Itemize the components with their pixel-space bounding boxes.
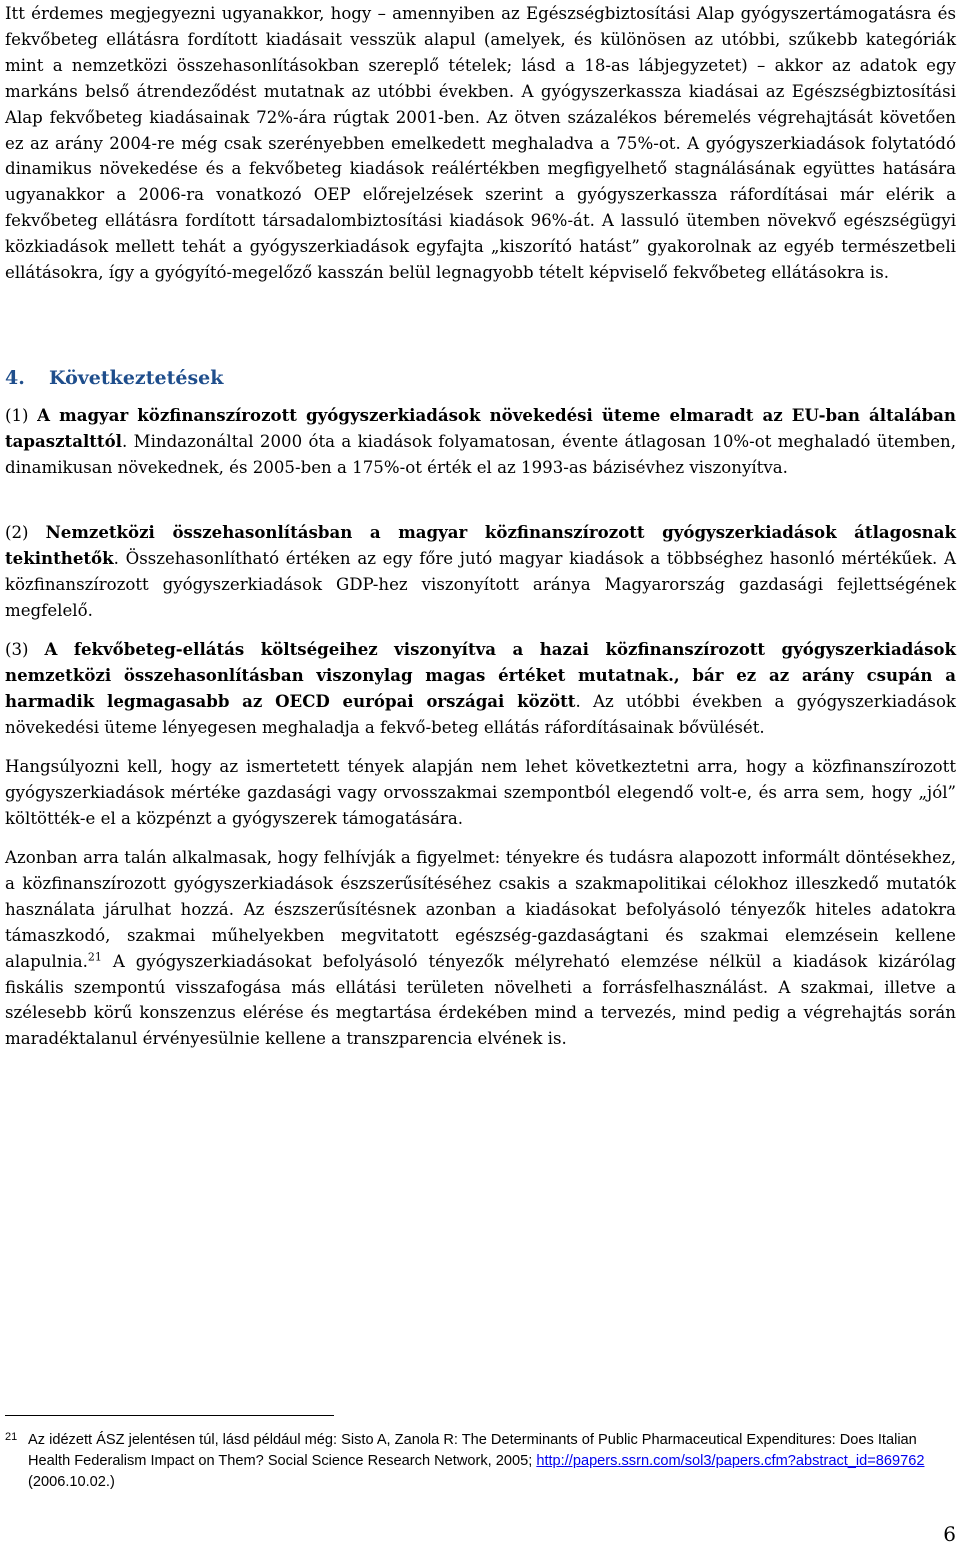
footnote-divider	[5, 1415, 334, 1416]
conclusion-2	[5, 520, 956, 624]
footnote-text: Az idézett ÁSZ jelentésen túl, lásd például még: Sisto A, Zanola R: The Determinants of Public Pharmaceutical Expenditures: Does Italian Health Federalism Impact on Them? Social Science Research Network, 2005;	[28, 1432, 917, 1469]
conclusion-bold: Nemzetközi összehasonlításban a magyar közfinanszírozott gyógyszerkiadások átlagosnak tekinthetők	[5, 522, 956, 568]
conclusion-1	[5, 403, 956, 481]
conclusion-number: (3)	[5, 640, 29, 659]
conclusion-number: (2)	[5, 523, 29, 542]
conclusion-text: . Az utóbbi években a gyógyszerkiadások növekedési üteme lényegesen meghaladja a fekvő-beteg ellátás ráfordításainak bővülését.	[5, 691, 956, 737]
emphasis-paragraph: Hangsúlyozni kell, hogy az ismertetett tények alapján nem lehet következtetni arra, hogy a közfinanszírozott gyógyszerkiadások mértéke gazdasági vagy orvosszakmai szempontból elegendő volt-e, és arra sem, hogy „jól” költötték-e el a közpénzt a gyógyszerek támogatására.	[5, 757, 956, 828]
conclusion-bold: A fekvőbeteg-ellátás költségeihez viszonyítva a hazai közfinanszírozott gyógyszerkiadások nemzetközi összehasonlításban viszonylag magas értéket mutatnak., bár ez az arány csupán a harmadik legmagasabb az OECD európai országai között	[5, 639, 956, 711]
section-title: Következtetések	[49, 367, 224, 389]
footnote-reference[interactable]: 21	[87, 950, 102, 964]
conclusion-3	[5, 637, 956, 741]
conclusion-bold: A magyar közfinanszírozott gyógyszerkiadások növekedési üteme elmaradt az EU-ban általában tapasztalttól	[5, 405, 956, 451]
closing-paragraph	[5, 845, 956, 1052]
footnote-link[interactable]: http://papers.ssrn.com/sol3/papers.cfm?abstract_id=869762	[536, 1453, 925, 1469]
intro-paragraph: Itt érdemes megjegyezni ugyanakkor, hogy – amennyiben az Egészségbiztosítási Alap gyógyszertámogatásra és fekvőbeteg ellátásra fordított kiadásait vesszük alapul (amelyek, és különösen az utóbbi, szűkebb kategóriák mint a nemzetközi összehasonlításokban szereplő tételek; lásd a 18-as lábjegyzetet) – akkor az adatok egy markáns belső átrendeződést mutatnak az utóbbi években. A gyógyszerkassza kiadásai az Egészségbiztosítási Alap fekvőbeteg kiadásainak 72%-ára rúgtak 2001-ben. Az ötven százalékos béremelés végrehajtását követően ez az arány 2004-re még csak szerényebben emelkedett meghaladva a 75%-ot. A gyógyszerkiadások folytatódó dinamikus növekedése és a fekvőbeteg kiadások reálértékben megfigyelhető stagnálásának együttes hatására ugyanakkor a 2006-ra vonatkozó OEP előrejelzések szerint a gyógyszerkassza ráfordításai már elérik a fekvőbeteg ellátásra fordított társadalombiztosítási kiadások 96%-át. A lassuló ütemben növekvő egészségügyi közkiadások mellett tehát a gyógyszerkiadások egyfajta „kiszorító hatást” gyakorolnak az egyéb természetbeli ellátásokra, így a gyógyító-megelőző kasszán belül legnagyobb tételt képviselő fekvőbeteg ellátásokra is.	[5, 4, 956, 283]
closing-text-b: A gyógyszerkiadásokat befolyásoló tényezők mélyreható elemzése nélkül a kiadások kizárólag fiskális szempontú visszafogása más ellátási területen növelheti a forrásfelhasználást. A szakmai, illetve a szélesebb körű konszenzus elérése és megtartása érdekében mind a tervezés, mind pedig a végrehajtás során maradéktalanul érvényesülnie kellene a transzparencia elvének is.	[5, 951, 956, 1049]
conclusion-number: (1)	[5, 406, 29, 425]
section-number: 4.	[5, 367, 25, 389]
section-heading	[5, 365, 223, 391]
footnote	[5, 1430, 956, 1493]
conclusion-text: . Összehasonlítható értéken az egy főre jutó magyar kiadások a többséghez hasonló mértékűek. A közfinanszírozott gyógyszerkiadások GDP-hez viszonyított aránya Magyarország gazdasági fejlettségének megfelelő.	[5, 548, 956, 620]
page-number: 6	[943, 1522, 956, 1546]
footnote-date: (2006.10.02.)	[28, 1474, 115, 1490]
footnote-number: 21	[5, 1431, 18, 1443]
closing-text-a: Azonban arra talán alkalmasak, hogy felhívják a figyelmet: tényekre és tudásra alapozott informált döntésekhez, a közfinanszírozott gyógyszerkiadások észszerűsítéséhez csakis a szakmapolitikai célokhoz illeszkedő mutatók használata járulhat hozzá. Az észszerűsítésnek azonban a kiadásokat befolyásoló tényezők hiteles adatokra támaszkodó, szakmai műhelyekben megvitatott egészség-gazdaságtani és szakmai elemzésein kellene alapulnia.	[5, 848, 956, 971]
footnote-body	[28, 1430, 956, 1493]
conclusion-text: . Mindazonáltal 2000 óta a kiadások folyamatosan, évente átlagosan 10%-ot meghaladó ütemben, dinamikusan növekednek, és 2005-ben a 175%-ot érték el az 1993-as bázisévhez viszonyítva.	[5, 431, 956, 477]
